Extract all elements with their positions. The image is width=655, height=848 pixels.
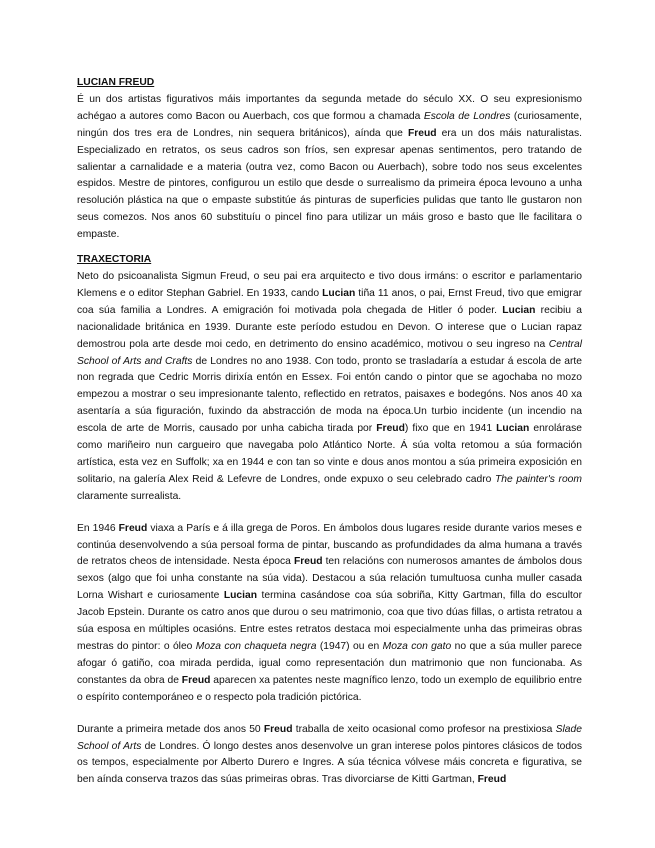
italic-text: Escola de Londres bbox=[423, 110, 511, 122]
bold-text: Lucian bbox=[496, 423, 530, 435]
bold-text: Freud bbox=[477, 774, 507, 786]
text-run: traballa de xeito ocasional como profesor na prestixiosa bbox=[292, 723, 556, 735]
paragraph bbox=[77, 269, 582, 506]
paragraph bbox=[77, 521, 582, 707]
italic-text: Moza con gato bbox=[382, 641, 452, 652]
text-run: tiña 11 anos, o pai, Ernst Freud, tivo que emigrar coa súa familia a Londres. A emigración foi motivada pola chegada de Hitler ó poder. bbox=[77, 287, 582, 316]
text-run: enrolárase como mariñeiro nun cargueiro que navegaba polo Atlántico Norte. Á súa volta retomou a súa formación artística, esta vez en Suffolk; xa en 1944 e con tan so vinte e dous anos montou a súa primeira exposición en solitario, na galería Alex Reid & Lefevre de Londres, onde expuxo o seu celebrado cadro bbox=[77, 423, 582, 485]
italic-text: The painter's room bbox=[495, 473, 582, 485]
italic-text: Slade School of Arts bbox=[77, 723, 582, 752]
text-run: aparecen xa patentes neste magnífico lenzo, todo un exemplo de equilibrio entre o espírito contemporáneo e o respecto pola tradición pictórica. bbox=[77, 674, 582, 703]
text-run: viaxa a París e á illa grega de Poros. En ámbolos dous lugares reside durante varios meses e continúa desenvolvendo a súa persoal forma de pintar, buscando as profundidades da alma humana a través de retratos cheos de intensidade. Nesta época bbox=[77, 522, 582, 568]
paragraph bbox=[77, 92, 582, 244]
italic-text: Moza con chaqueta negra bbox=[195, 641, 317, 652]
paragraph bbox=[77, 722, 582, 790]
text-run: no que a súa muller parece afogar ó gatiño, coa mirada perdida, igual como representación dun matrimonio que non funcionaba. As constantes da obra de bbox=[77, 641, 583, 686]
bold-text: Lucian bbox=[223, 590, 258, 602]
bold-text: Freud bbox=[376, 423, 405, 435]
text-run: recibiu a nacionalidade británica en 1939. Durante este período estudou en Devon. O interese que o Lucian rapaz demostrou pola arte desde moi cedo, en detrimento do ensino académico, motivou o seu ingreso na bbox=[77, 304, 583, 350]
section-heading: LUCIAN FREUD bbox=[77, 77, 155, 88]
section-lucian-freud bbox=[77, 75, 582, 244]
text-run: En 1946 bbox=[77, 522, 119, 534]
section-heading: TRAXECTORIA bbox=[77, 254, 152, 266]
italic-text: Central School of Arts and Crafts bbox=[77, 338, 582, 367]
text-run: Neto do psicoanalista Sigmun Freud, o seu pai era arquitecto e tivo dous irmáns: o escritor e parlamentario Klemens e o editor Stephan Gabriel. En 1933, cando bbox=[77, 270, 582, 299]
text-run: (curiosamente, ningún dos tres era de Londres, nin sequera británicos), aínda que bbox=[77, 110, 582, 139]
bold-text: Lucian bbox=[322, 287, 356, 299]
text-run: claramente surrealista. bbox=[77, 490, 182, 502]
document-page bbox=[77, 75, 582, 789]
section-body bbox=[77, 269, 582, 789]
bold-text: Freud bbox=[181, 674, 211, 686]
bold-text: Lucian bbox=[502, 304, 536, 316]
text-run: É un dos artistas figurativos máis importantes da segunda metade do século XX. O seu expresionismo achégao a autores como Bacon ou Auerbach, cos que formou a chamada bbox=[77, 93, 582, 122]
text-run: Durante a primeira metade dos anos 50 bbox=[77, 723, 264, 735]
bold-text: Freud bbox=[293, 556, 323, 568]
text-run: (1947) ou en bbox=[316, 641, 383, 652]
section-traxectoria bbox=[77, 252, 582, 789]
text-run: ten relacións con numerosos amantes de ámbolos dous sexos (algo que foi unha constante na súa vida). Destacou a súa relación tumultuosa cunha muller casada Lorna Wishart e curiosamente bbox=[77, 556, 582, 602]
section-body bbox=[77, 92, 582, 244]
bold-text: Freud bbox=[263, 723, 293, 735]
text-run: de Londres. Ó longo destes anos desenvolve un gran interese polos pintores clásicos de todos os tempos, especialmente por Alberto Durero e Ingres. A súa técnica vólvese máis concreta e figurativa, se ben aínda conserva trazos das súas primeiras obras. Tras divorciarse de Kitti Gartman, bbox=[77, 740, 583, 786]
text-run: ) fixo que en 1941 bbox=[404, 423, 497, 435]
text-run: era un dos máis naturalistas. Especializado en retratos, os seus cadros son fríos, sen expresar apenas sentimentos, pero tratando de salientar a carnalidade e a materia (outra vez, como Bacon ou Auerbach), sobre todo nos seus excelentes espidos. Mestre de pintores, configurou un estilo que desde o surrealismo da primeira época levouno a unha resolución plástica na que o empaste substitúe ás pinturas de superficies pulidas que tanto lle gustaron non seus comezos. Nos anos 60 substituíu o pincel fino para utilizar un máis groso e basto que lle facilitara o empaste. bbox=[77, 127, 583, 241]
bold-text: Freud bbox=[407, 127, 437, 139]
bold-text: Freud bbox=[118, 522, 148, 534]
text-run: de Londres no ano 1938. Con todo, pronto se trasladaría a estudar á escola de arte non regrada que Cedric Morris dirixía entón en Essex. Foi entón cando o pintor que se agochaba no mozo empezou a mostrar o seu impresionante talento, reflectido en retratos, paisaxes e bodegóns. Nos anos 40 xa asentaría a súa figuración, fuxindo da abstracción de moda na época.Un turbio incidente (un incendio na escola de arte de Morris, causado por unha cabicha tirada por bbox=[77, 355, 582, 435]
text-run: termina casándose coa súa sobriña, Kitty Gartman, filla do escultor Jacob Epstein. Durante os catro anos que durou o seu matrimonio, coa que tivo dúas fillas, o artista retratou a súa esposa en múltiples ocasións. Entre estes retratos destaca moi especialmente unha das primeiras obras mestras do pintor: o óleo bbox=[77, 590, 583, 652]
